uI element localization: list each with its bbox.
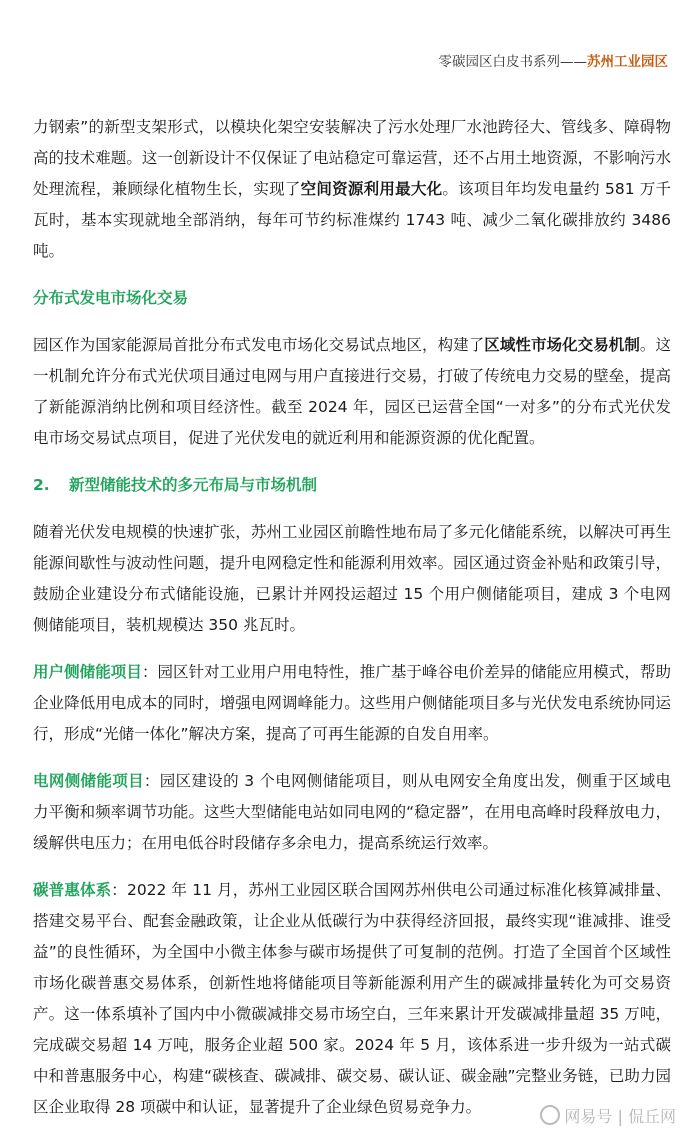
paragraph-text: ：园区建设的 3 个电网侧储能项目，则从电网安全角度出发，侧重于区域电力平衡和频率调节功能。这些大型储能电站如同电网的“稳定器”，在用电高峰时段释放电力，缓解供电压力；在用电低谷时段储存多余电力，提高系统运行效率。 [33,772,671,852]
paragraph-text: ：2022 年 11 月，苏州工业园区联合国网苏州供电公司通过标准化核算减排量、搭建交易平台、配套金融政策，让企业从低碳行为中获得经济回报，最终实现“谁减排、谁受益”的良性循环，为全国中小微主体参与碳市场提供了可复制的范例。打造了全国首个区域性市场化碳普惠交易体系，创新性地将储能项目等新能源利用产生的碳减排量转化为可交易资产。这一体系填补了国内中小微碳减排交易市场空白，三年来累计开发碳减排量超 35 万吨，完成碳交易超 14 万吨，服务企业超 500 家。2024 年 5 月，该体系进一步升级为一站式碳中和普惠服务中心，构建“碳核查、碳减排、碳交易、碳认证、碳金融”完整业务链，已助力园区企业取得 28 项碳中和认证，显著提升了企业绿色贸易竞争力。 [33,881,671,1116]
term-label: 电网侧储能项目 [33,772,144,790]
paragraph-text: 力钢索”的新型支架形式，以模块化架空安装解决了污水处理厂水池跨径大、管线多、障碍物高的技术难题。这一创新设计不仅保证了电站稳定可靠运营，还不占用土地资源，不影响污水处理流程，兼顾绿化植物生长，实现了 [33,118,671,198]
watermark-logo-icon [540,1105,560,1125]
watermark [540,1104,676,1127]
paragraph-grid-side-storage [33,766,671,859]
heading-storage-section [33,470,671,501]
paragraph-text: 园区作为国家能源局首批分布式发电市场化交易试点地区，构建了 [33,336,485,354]
header-series: 零碳园区白皮书系列—— [438,54,587,70]
header-highlight: 苏州工业园区 [587,54,668,70]
paragraph-user-side-storage [33,657,671,750]
emphasis-text: 空间资源利用最大化 [300,180,443,198]
document-body [33,112,671,1139]
paragraph-storage-overview: 随着光伏发电规模的快速扩张，苏州工业园区前瞻性地布局了多元化储能系统，以解决可再生能源间歇性与波动性问题，提升电网稳定性和能源利用效率。园区通过资金补贴和政策引导，鼓励企业建设分布式储能设施，已累计并网投运超过 15 个用户侧储能项目，建成 3 个电网侧储能项目，装机规模达 350 兆瓦时。 [33,523,671,634]
running-header [439,50,669,70]
term-label: 碳普惠体系 [33,881,112,899]
paragraph-pv-bracket [33,112,671,267]
emphasis-text: 区域性市场化交易机制 [484,336,640,354]
section-number: 2. [33,476,50,494]
paragraph-distributed-trading [33,330,671,454]
paragraph-carbon-inclusive [33,875,671,1123]
paragraph-text: ：园区针对工业用户用电特性，推广基于峰谷电价差异的储能应用模式，帮助企业降低用电成本的同时，增强电网调峰能力。这些用户侧储能项目多与光伏发电系统协同运行，形成“光储一体化”解决方案，提高了可再生能源的自发自用率。 [33,663,671,743]
watermark-text: 网易号 | 侃丘网 [564,1107,676,1126]
heading-distributed-trading: 分布式发电市场化交易 [33,289,189,307]
section-title: 新型储能技术的多元布局与市场机制 [69,476,318,494]
paragraph-text: 。这一机制允许分布式光伏项目通过电网与用户直接进行交易，打破了传统电力交易的壁垒，提高了新能源消纳比例和项目经济性。截至 2024 年，园区已运营全国“一对多”的分布式光伏发电市场交易试点项目，促进了光伏发电的就近利用和能源资源的优化配置。 [33,336,671,447]
term-label: 用户侧储能项目 [33,663,142,681]
paragraph-text: 。该项目年均发电量约 581 万千瓦时，基本实现就地全部消纳，每年可节约标准煤约 1743 吨、减少二氧化碳排放约 3486 吨。 [33,180,671,260]
